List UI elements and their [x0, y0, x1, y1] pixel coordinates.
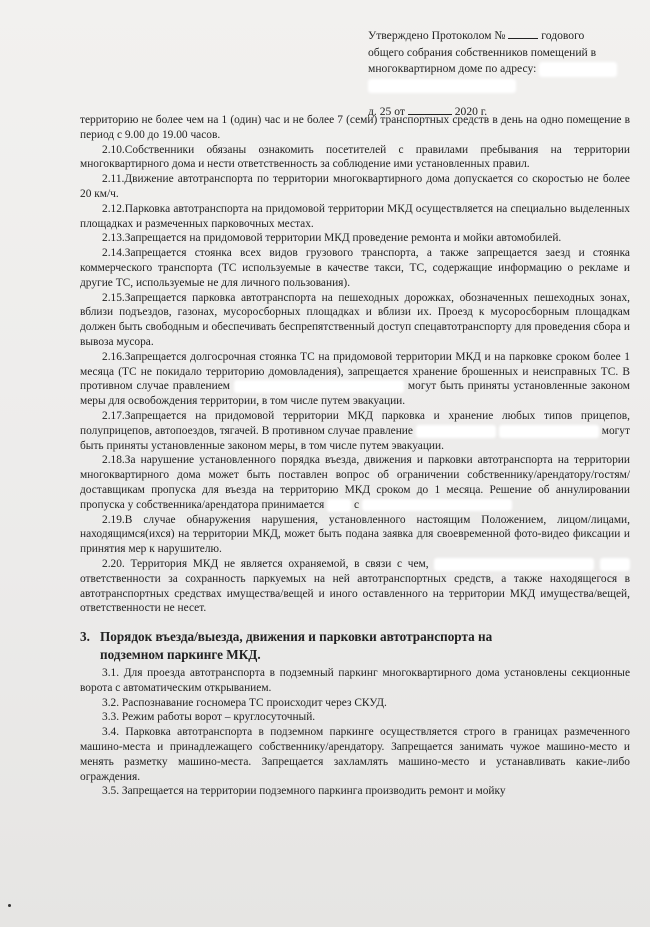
header-line-3: [368, 61, 638, 78]
paragraph-2-20-b: ответственности за сохранность паркуемых на ней автотранспортных средств, а также находящегося в автотранспортных средствах имущества/вещей и иного оставленного на территории МКД имущества/вещей, ответственности не несет.: [80, 572, 630, 615]
paragraph-2-11: 2.11.Движение автотранспорта по территории многоквартирного дома допускается со скоростью не более 20 км/ч.: [80, 173, 630, 200]
paragraph-2-20-a: 2.20. Территория МКД не является охраняемой, в связи с чем,: [102, 557, 429, 570]
redacted-name: [234, 380, 404, 393]
section-number: 3.: [80, 629, 90, 645]
paragraph-continuation: территорию не более чем на 1 (один) час и не более 7 (семи) транспортных средств в день на одно помещение в период с 9.00 до 19.00 часов.: [80, 114, 630, 141]
header-line-1: [368, 28, 638, 45]
redacted-name: [416, 425, 496, 438]
header-line-1a: Утверждено Протоколом №: [368, 29, 506, 42]
section-3-title: [80, 628, 630, 664]
paragraph-2-17-a: 2.17.Запрещается на придомовой территории МКД парковка и хранение любых типов прицепов, полуприцепов, автопоездов, тягачей. В противном случае правление: [80, 409, 630, 437]
approval-header: [368, 28, 638, 120]
redacted-address-2: [368, 79, 516, 93]
redacted-name: [600, 558, 630, 571]
section-title-line-2: подземном паркинге МКД.: [100, 647, 261, 663]
paragraph-3-3: 3.3. Режим работы ворот – круглосуточный.: [102, 711, 316, 724]
header-line-2: общего собрания собственников помещений в: [368, 45, 597, 59]
protocol-number-blank: [508, 28, 538, 39]
header-date-a: д. 25 от: [368, 104, 405, 118]
paragraph-2-13: 2.13.Запрещается на придомовой территории МКД проведение ремонта и мойки автомобилей.: [102, 232, 562, 245]
paragraph-2-14: 2.14.Запрещается стоянка всех видов грузового транспорта, а также запрещается заезд и стоянка коммерческого транспорта (ТС используемые в качестве такси, ТС, содержащие информацию о рекламе и другие ТС, используемые не для личного пользования).: [80, 247, 630, 289]
paragraph-2-17: [80, 409, 630, 453]
paragraph-2-12: 2.12.Парковка автотранспорта на придомовой территории МКД осуществляется на специально выделенных площадках и размеченных парковочных местах.: [80, 202, 630, 230]
redacted-name: [434, 558, 594, 571]
section-title-line-1: Порядок въезда/выезда, движения и парковки автотранспорта на: [100, 629, 493, 645]
redacted-address: [539, 62, 617, 77]
paragraph-2-17-b: могут быть приняты установленные законом меры, в том числе путем эвакуации.: [80, 424, 630, 452]
header-line-1b: годового: [541, 29, 585, 42]
paragraph-2-15: 2.15.Запрещается парковка автотранспорта на пешеходных дорожках, обозначенных пешеходных зонах, вблизи подъездов, газонах, мусоросборных площадках и вблизи их. Проезд к мусоросборным площадкам должен быть свободным и обеспечивать беспрепятственный доступ спецавтотранспорту для проведения сбора и вывоза мусора.: [80, 291, 630, 348]
paragraph-2-18-b: с: [354, 498, 360, 511]
paragraph-3-2: 3.2. Распознавание госномера ТС происходит через СКУД.: [102, 696, 387, 709]
redacted-name: [499, 425, 599, 438]
paragraph-2-10: 2.10.Собственники обязаны ознакомить посетителей с правилами пребывания на территории многоквартирного дома и нести ответственность за соблюдение ими установленных правил.: [80, 143, 630, 171]
header-date-b: 2020 г.: [454, 104, 488, 118]
paragraph-2-18: [80, 453, 630, 512]
paragraph-2-20: [80, 557, 630, 616]
paragraph-3-1: 3.1. Для проезда автотранспорта в подземный паркинг многоквартирного дома установлены секционные ворота с автоматическим открыванием.: [80, 667, 630, 694]
paragraph-3-5: 3.5. Запрещается на территории подземного паркинга производить ремонт и мойку: [102, 785, 506, 798]
page-speck: [8, 904, 11, 907]
document-body: [80, 113, 630, 799]
redacted-address-line: [368, 78, 638, 94]
paragraph-2-16-a: 2.16.Запрещается долгосрочная стоянка ТС на придомовой территории МКД и на парковке сроком более 1 месяца (ТС не покидало территорию домовладения), запрещается хранение брошенных и неисправных ТС. В противном случае правлением: [80, 350, 630, 393]
paragraph-2-18-a: 2.18.За нарушение установленного порядка въезда, движения и парковки автотранспорта на территории многоквартирного дома может быть поставлен вопрос об ограничении собственнику/арендатору/гостям/доставщикам пропуска для въезда на территорию МКД сроком до 1 месяца. Решение об аннулировании пропуска у собственника/арендатора принимается: [80, 454, 630, 511]
paragraph-2-16-b: могут быть приняты установленные законом меры для освобождения территории, в том числе путем эвакуации.: [80, 380, 630, 408]
redacted-name: [327, 499, 351, 512]
paragraph-3-4: 3.4. Парковка автотранспорта в подземном паркинге осуществляется строго в границах размеченного машино-места и принадлежащего собственнику/арендатору. Запрещается занимать чужое машино-место и менять разметку машино-места. Запрещается захламлять машино-место и устанавливать какие-либо ограждения.: [80, 726, 630, 783]
paragraph-2-16: [80, 350, 630, 409]
paragraph-2-19: 2.19.В случае обнаружения нарушения, установленного настоящим Положением, лицом/лицами, находящимся(ихся) на территории МКД, может быть подана заявка для своевременной фото-видео фиксации и принятия мер к нарушителю.: [80, 513, 630, 556]
header-line-3-text: многоквартирном доме по адресу:: [368, 62, 537, 75]
redacted-name: [362, 499, 512, 511]
